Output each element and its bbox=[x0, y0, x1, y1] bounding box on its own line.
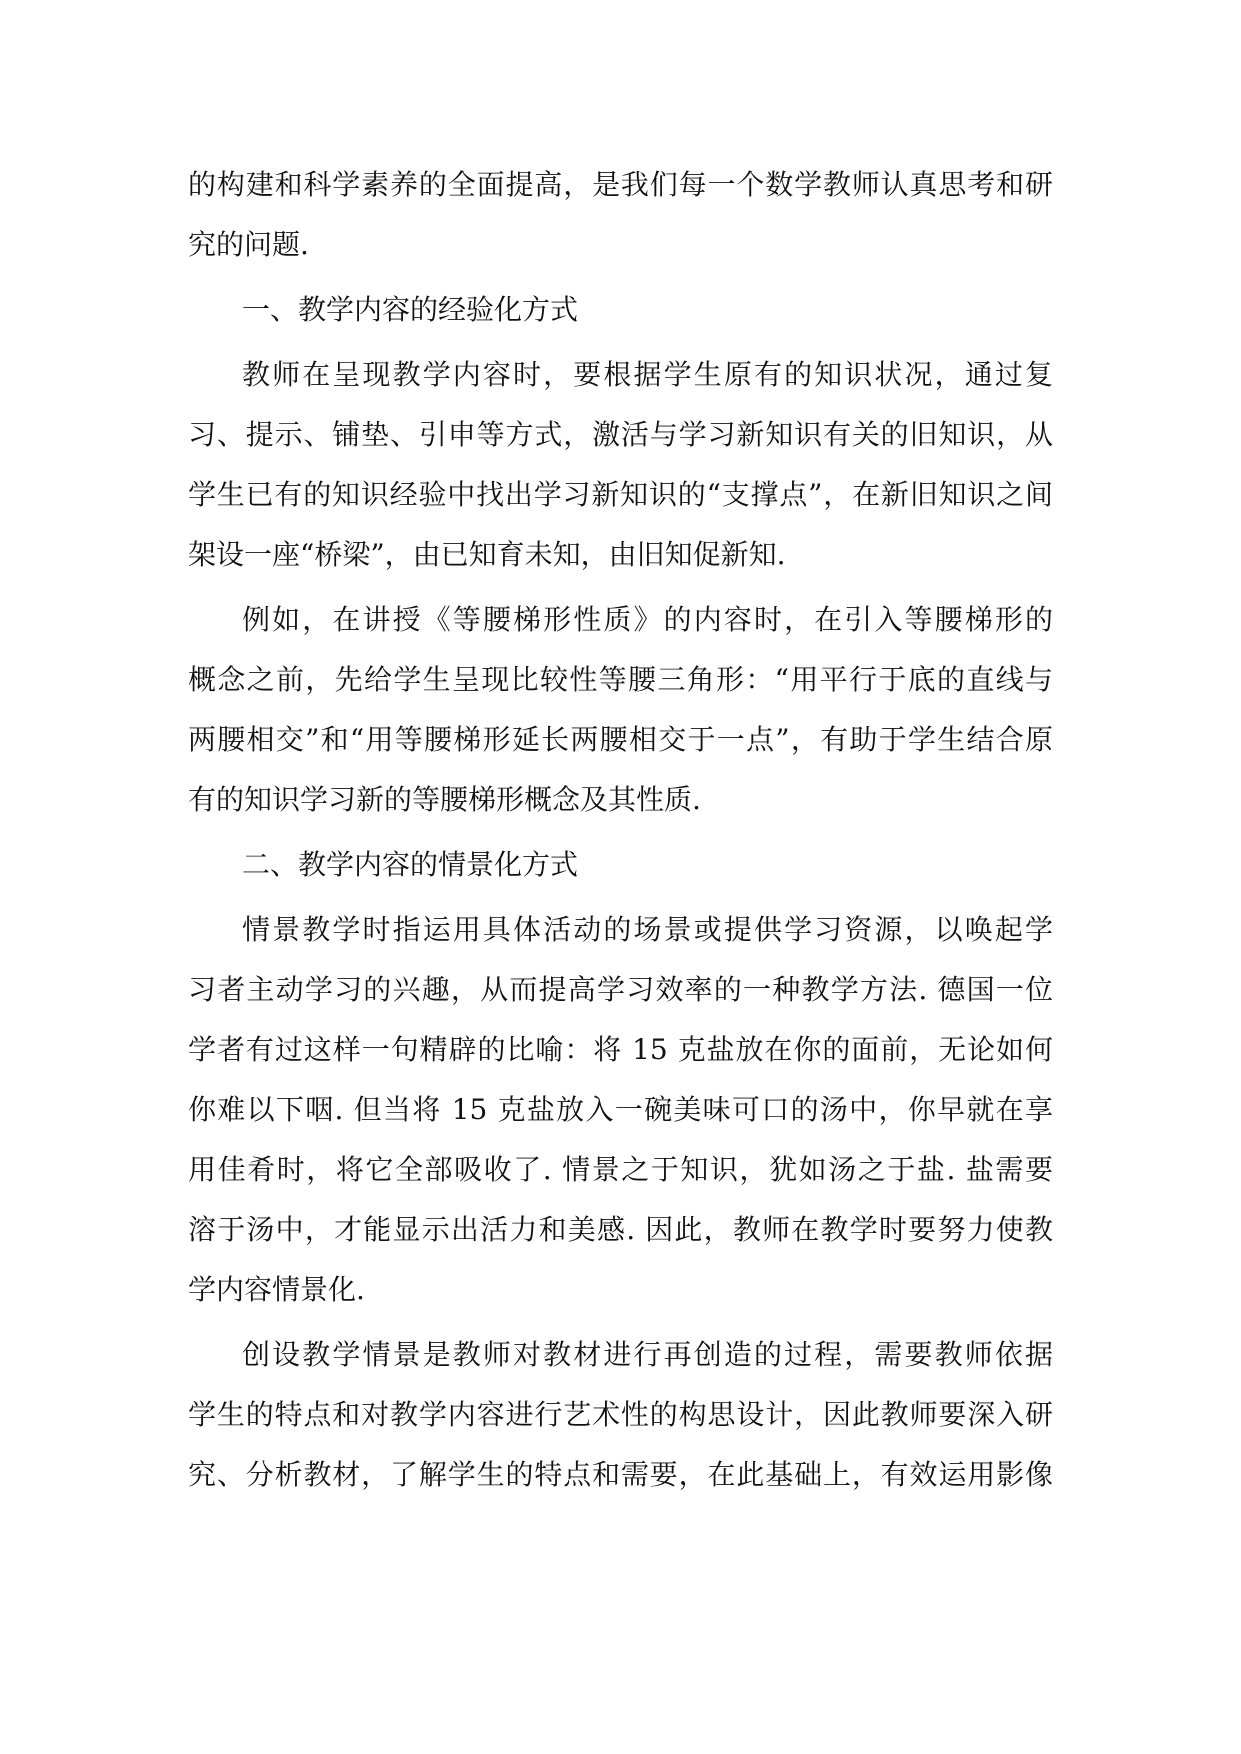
section-heading bbox=[188, 280, 1053, 340]
section-heading-text: 一、教学内容的经验化方式 bbox=[242, 293, 579, 326]
text-line: 习、提示、铺垫、引申等方式，激活与学习新知识有关的旧知识，从 bbox=[188, 418, 1053, 451]
text-line: 概念之前，先给学生呈现比较性等腰三角形：“用平行于底的直线与 bbox=[188, 663, 1053, 696]
text-line: 习者主动学习的兴趣，从而提高学习效率的一种教学方法. 德国一位 bbox=[188, 973, 1053, 1006]
text-line: 有的知识学习新的等腰梯形概念及其性质. bbox=[188, 783, 701, 816]
section-heading bbox=[188, 835, 1053, 895]
text-line: 学内容情景化. bbox=[188, 1273, 365, 1306]
paragraph bbox=[188, 345, 1053, 585]
paragraph bbox=[188, 590, 1053, 830]
body-text bbox=[188, 155, 1053, 1510]
text-line: 例如，在讲授《等腰梯形性质》的内容时，在引入等腰梯形的 bbox=[242, 603, 1053, 636]
paragraph bbox=[188, 155, 1053, 275]
text-line: 你难以下咽. 但当将 15 克盐放入一碗美味可口的汤中，你早就在享 bbox=[188, 1093, 1053, 1126]
text-line: 究、分析教材，了解学生的特点和需要，在此基础上，有效运用影像 bbox=[188, 1458, 1053, 1491]
text-line: 情景教学时指运用具体活动的场景或提供学习资源，以唤起学 bbox=[242, 913, 1053, 946]
text-line: 架设一座“桥梁”，由已知育未知，由旧知促新知. bbox=[188, 538, 786, 571]
text-line: 学者有过这样一句精辟的比喻：将 15 克盐放在你的面前，无论如何 bbox=[188, 1033, 1053, 1066]
paragraph bbox=[188, 1325, 1053, 1505]
text-line: 的构建和科学素养的全面提高，是我们每一个数学教师认真思考和研 bbox=[188, 168, 1053, 201]
text-line: 溶于汤中，才能显示出活力和美感. 因此，教师在教学时要努力使教 bbox=[188, 1213, 1053, 1246]
text-line: 创设教学情景是教师对教材进行再创造的过程，需要教师依据 bbox=[242, 1338, 1053, 1371]
text-line: 用佳肴时，将它全部吸收了. 情景之于知识，犹如汤之于盐. 盐需要 bbox=[188, 1153, 1053, 1186]
text-line: 学生的特点和对教学内容进行艺术性的构思设计，因此教师要深入研 bbox=[188, 1398, 1053, 1431]
text-line: 学生已有的知识经验中找出学习新知识的“支撑点”，在新旧知识之间 bbox=[188, 478, 1053, 511]
text-line: 教师在呈现教学内容时，要根据学生原有的知识状况，通过复 bbox=[242, 358, 1053, 391]
section-heading-text: 二、教学内容的情景化方式 bbox=[242, 848, 579, 881]
text-line: 究的问题. bbox=[188, 228, 309, 261]
text-line: 两腰相交”和“用等腰梯形延长两腰相交于一点”，有助于学生结合原 bbox=[188, 723, 1053, 756]
paragraph bbox=[188, 900, 1053, 1320]
